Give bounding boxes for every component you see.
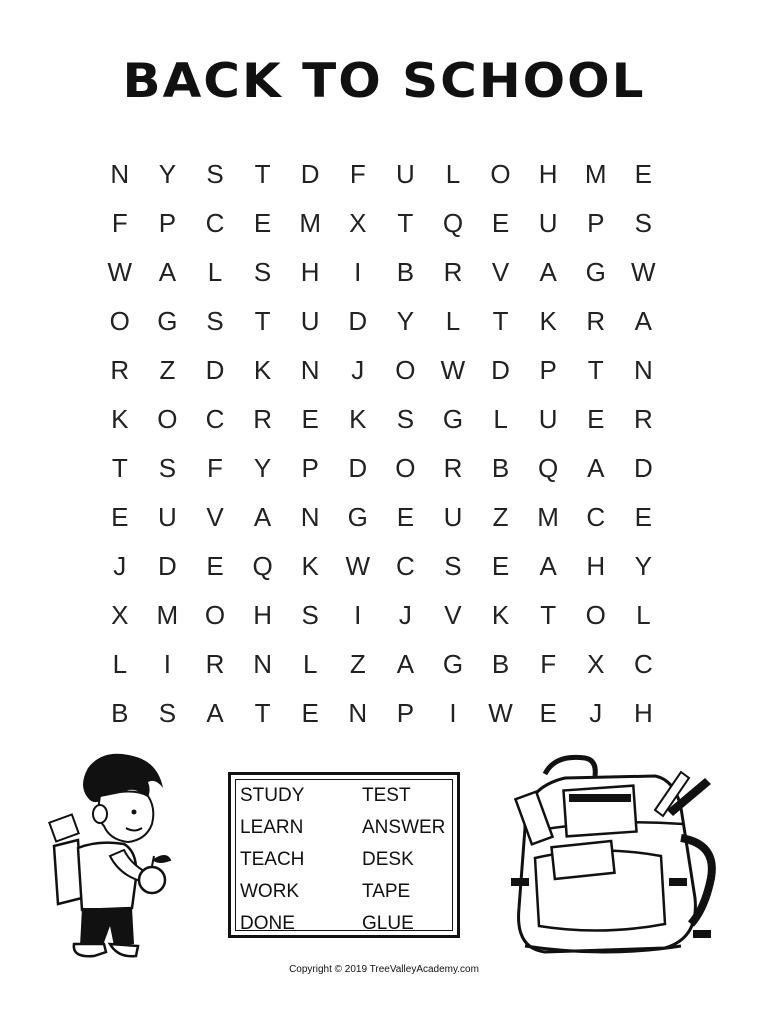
grid-letter: W: [631, 257, 656, 287]
grid-letter: W: [488, 698, 513, 728]
grid-letter: P: [158, 208, 177, 238]
grid-letter: J: [113, 551, 127, 581]
grid-letter: L: [445, 159, 461, 189]
grid-letter: S: [253, 257, 272, 287]
word-item: ANSWER: [362, 817, 446, 838]
grid-letter: H: [253, 600, 272, 630]
grid-letter: U: [158, 502, 177, 532]
grid-letter: T: [397, 208, 414, 238]
word-item: TEST: [362, 785, 411, 806]
grid-letter: K: [491, 600, 510, 630]
grid-letter: D: [205, 355, 225, 385]
grid-letter: D: [300, 159, 320, 189]
grid-letter: C: [633, 649, 653, 679]
grid-letter: R: [253, 404, 272, 434]
grid-letter: Z: [159, 355, 176, 385]
word-item: STUDY: [240, 785, 305, 806]
grid-letter: L: [112, 649, 128, 679]
grid-letter: E: [587, 404, 605, 434]
grid-letter: T: [254, 698, 271, 728]
grid-letter: M: [299, 208, 321, 238]
word-item: DESK: [362, 849, 414, 870]
grid-letter: K: [301, 551, 319, 581]
copyright-footer: Copyright © 2019 TreeValleyAcademy.com: [289, 964, 479, 975]
grid-letter: G: [347, 502, 368, 532]
grid-letter: C: [586, 502, 606, 532]
word-item: WORK: [240, 881, 300, 902]
grid-letter: E: [301, 404, 319, 434]
grid-letter: H: [633, 698, 653, 728]
grid-letter: N: [300, 502, 320, 532]
grid-letter: A: [158, 257, 177, 287]
grid-letter: I: [449, 698, 457, 728]
grid-letter: E: [491, 208, 510, 238]
page-title: BACK TO SCHOOL: [122, 53, 646, 109]
grid-letter: X: [587, 649, 605, 679]
grid-letter: I: [163, 649, 171, 679]
grid-letter: B: [111, 698, 129, 728]
grid-letter: U: [538, 404, 558, 434]
grid-letter: X: [349, 208, 367, 238]
grid-letter: S: [301, 600, 319, 630]
grid-letter: D: [348, 453, 368, 483]
grid-letter: T: [587, 355, 604, 385]
grid-letter: K: [253, 355, 272, 385]
word-list-box: [228, 772, 460, 938]
grid-letter: D: [633, 453, 653, 483]
word-item: DONE: [240, 913, 295, 934]
grid-letter: Q: [538, 453, 559, 483]
grid-letter: F: [111, 208, 128, 238]
grid-letter: M: [584, 159, 607, 189]
grid-letter: U: [300, 306, 320, 336]
grid-letter: J: [398, 600, 412, 630]
grid-letter: D: [348, 306, 368, 336]
grid-letter: G: [157, 306, 178, 336]
grid-letter: S: [444, 551, 462, 581]
grid-letter: A: [539, 257, 557, 287]
grid-letter: I: [354, 600, 362, 630]
grid-letter: C: [205, 404, 225, 434]
word-item: TAPE: [362, 881, 411, 902]
grid-letter: B: [396, 257, 415, 287]
grid-letter: H: [300, 257, 320, 287]
grid-letter: N: [300, 355, 320, 385]
grid-letter: L: [493, 404, 508, 434]
grid-letter: K: [111, 404, 129, 434]
grid-letter: Y: [158, 159, 177, 189]
grid-letter: G: [585, 257, 606, 287]
grid-letter: S: [158, 698, 177, 728]
grid-letter: A: [539, 551, 557, 581]
word-item: LEARN: [240, 817, 304, 838]
grid-letter: M: [156, 600, 179, 630]
grid-letter: F: [540, 649, 557, 679]
grid-letter: T: [111, 453, 128, 483]
grid-letter: P: [301, 453, 319, 483]
grid-letter: M: [537, 502, 559, 532]
grid-letter: N: [633, 355, 653, 385]
backpack-illustration: [505, 748, 727, 960]
grid-letter: S: [206, 159, 224, 189]
grid-letter: O: [109, 306, 130, 336]
grid-letter: O: [585, 600, 606, 630]
grid-letter: A: [206, 698, 224, 728]
grid-letter: Y: [634, 551, 652, 581]
grid-letter: C: [395, 551, 415, 581]
grid-letter: T: [254, 159, 271, 189]
grid-letter: N: [110, 159, 130, 189]
grid-letter: E: [111, 502, 129, 532]
grid-letter: R: [586, 306, 606, 336]
grid-letter: Y: [396, 306, 415, 336]
grid-letter: O: [490, 159, 511, 189]
grid-letter: T: [492, 306, 509, 336]
grid-letter: N: [253, 649, 272, 679]
grid-letter: P: [539, 355, 557, 385]
grid-letter: H: [586, 551, 606, 581]
grid-letter: R: [205, 649, 225, 679]
grid-letter: V: [491, 257, 510, 287]
grid-letter: E: [539, 698, 557, 728]
grid-letter: E: [634, 159, 652, 189]
grid-letter: O: [395, 453, 416, 483]
grid-letter: Q: [442, 208, 464, 238]
grid-letter: E: [253, 208, 272, 238]
grid-letter: A: [396, 649, 415, 679]
word-item: GLUE: [362, 913, 414, 934]
grid-letter: W: [440, 355, 466, 385]
grid-letter: E: [396, 502, 415, 532]
grid-letter: C: [205, 208, 225, 238]
boy-illustration: [48, 748, 183, 963]
grid-letter: J: [589, 698, 603, 728]
grid-letter: L: [636, 600, 651, 630]
grid-letter: F: [207, 453, 223, 483]
grid-letter: W: [345, 551, 371, 581]
grid-letter: X: [111, 600, 129, 630]
grid-letter: G: [442, 404, 464, 434]
grid-letter: A: [587, 453, 605, 483]
grid-letter: U: [395, 159, 415, 189]
grid-letter: J: [351, 355, 365, 385]
grid-letter: S: [634, 208, 652, 238]
grid-letter: F: [349, 159, 366, 189]
grid-letter: Z: [349, 649, 366, 679]
grid-letter: R: [633, 404, 653, 434]
grid-letter: T: [254, 306, 271, 336]
grid-letter: U: [538, 208, 558, 238]
grid-letter: U: [443, 502, 463, 532]
grid-letter: A: [634, 306, 652, 336]
grid-letter: N: [348, 698, 368, 728]
grid-letter: T: [540, 600, 557, 630]
grid-letter: E: [301, 698, 319, 728]
grid-letter: R: [110, 355, 130, 385]
grid-letter: P: [396, 698, 415, 728]
grid-letter: R: [443, 257, 463, 287]
grid-letter: I: [354, 257, 362, 287]
grid-letter: B: [491, 453, 510, 483]
grid-letter: A: [253, 502, 272, 532]
grid-letter: P: [587, 208, 605, 238]
grid-letter: S: [206, 306, 224, 336]
grid-letter: V: [444, 600, 462, 630]
grid-letter: O: [204, 600, 226, 630]
grid-letter: K: [349, 404, 367, 434]
grid-letter: S: [396, 404, 415, 434]
grid-letter: R: [443, 453, 463, 483]
grid-letter: W: [107, 257, 133, 287]
grid-letter: O: [395, 355, 416, 385]
grid-letter: L: [207, 257, 223, 287]
grid-letter: E: [491, 551, 510, 581]
grid-letter: S: [158, 453, 177, 483]
letter-grid: [96, 150, 668, 738]
grid-letter: K: [539, 306, 557, 336]
grid-letter: E: [206, 551, 224, 581]
grid-letter: L: [445, 306, 461, 336]
grid-letter: E: [634, 502, 652, 532]
grid-letter: H: [538, 159, 558, 189]
grid-letter: B: [491, 649, 510, 679]
grid-letter: G: [442, 649, 464, 679]
grid-letter: Y: [253, 453, 272, 483]
grid-letter: V: [206, 502, 224, 532]
grid-letter: O: [157, 404, 178, 434]
word-item: TEACH: [240, 849, 305, 870]
grid-letter: D: [158, 551, 177, 581]
grid-letter: Q: [252, 551, 273, 581]
grid-letter: D: [491, 355, 510, 385]
grid-letter: L: [302, 649, 318, 679]
grid-letter: Z: [492, 502, 509, 532]
